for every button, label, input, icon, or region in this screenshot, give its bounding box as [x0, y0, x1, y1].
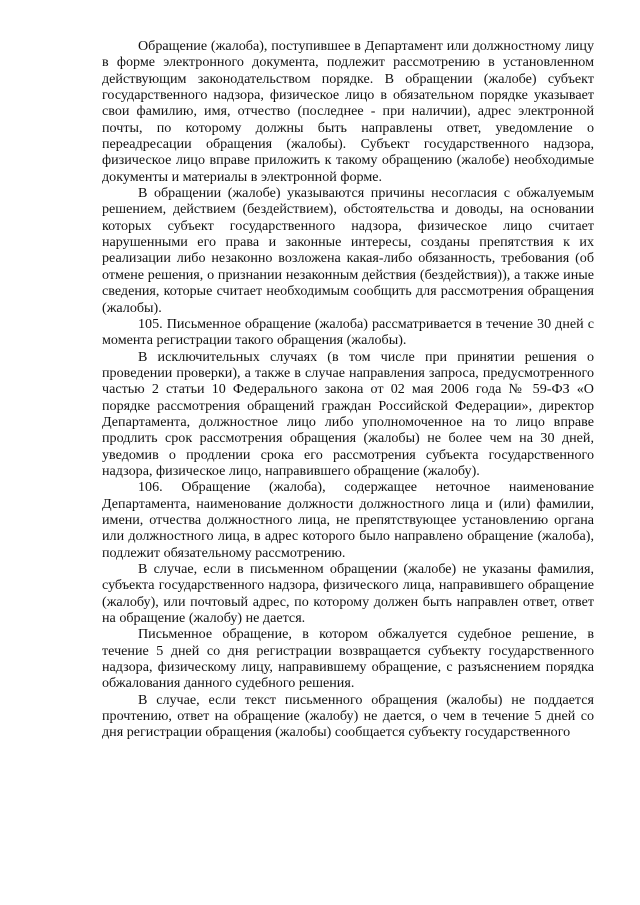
paragraph-appeal-contents: В обращении (жалобе) указываются причины несогласия с обжалуемым решением, действием (бездействием), обстоятельства и доводы, на основании которых субъект государственного надзора, физическое лицо считает нарушенными его права и законные интересы, созданы препятствия к их реализации либо незаконно возложена какая-либо обязанность, требования (об отмене решения, о признании незаконным действия (бездействия)), а также иные сведения, которые считает необходимым сообщить для рассмотрения обращения (жалобы). [102, 185, 594, 316]
paragraph-court-decision: Письменное обращение, в котором обжалуется судебное решение, в течение 5 дней со дня регистрации возвращается субъекту государственного надзора, физическому лицу, направившему обращение, с разъяснением порядка обжалования данного судебного решения. [102, 626, 594, 692]
paragraph-illegible-text: В случае, если текст письменного обращения (жалобы) не поддается прочтению, ответ на обращение (жалобу) не дается, о чем в течение 5 дней со дня регистрации обращения (жалобы) сообщается субъекту государственного [102, 691, 594, 741]
paragraph-item-106: 106. Обращение (жалоба), содержащее неточное наименование Департамента, наименование должности должностного лица и (или) фамилии, имени, отчества должностного лица, не препятствующее установлению органа или должностного лица, в адрес которого было направлено обращение (жалоба), подлежит обязательному рассмотрению. [102, 479, 594, 561]
document-body [102, 38, 594, 741]
paragraph-no-name-or-address: В случае, если в письменном обращении (жалобе) не указаны фамилия, субъекта государственного надзора, физического лица, направившего обращение (жалобу), или почтовый адрес, по которому должен быть направлен ответ, ответ на обращение (жалобу) не дается. [102, 561, 594, 627]
paragraph-electronic-appeal: Обращение (жалоба), поступившее в Департамент или должностному лицу в форме электронного документа, подлежит рассмотрению в установленном действующим законодательством порядке. В обращении (жалобе) субъект государственного надзора, физическое лицо в обязательном порядке указывает свои фамилию, имя, отчество (последнее - при наличии), адрес электронной почты, по которому должны быть направлены ответ, уведомление о переадресации обращения (жалобы). Субъект государственного надзора, физическое лицо вправе приложить к такому обращению (жалобе) необходимые документы и материалы в электронной форме. [102, 38, 594, 185]
paragraph-term-extension: В исключительных случаях (в том числе при принятии решения о проведении проверки), а также в случае направления запроса, предусмотренного частью 2 статьи 10 Федерального закона от 02 мая 2006 года № 59-ФЗ «О порядке рассмотрения обращений граждан Российской Федерации», директор Департамента, должностное лицо либо уполномоченное на то лицо вправе продлить срок рассмотрения обращения (жалобы) не более чем на 30 дней, уведомив о продлении срока его рассмотрения субъекта государственного надзора, физическое лицо, направившего обращение (жалобу). [102, 348, 594, 479]
paragraph-item-105: 105. Письменное обращение (жалоба) рассматривается в течение 30 дней с момента регистрации такого обращения (жалобы). [102, 315, 594, 349]
